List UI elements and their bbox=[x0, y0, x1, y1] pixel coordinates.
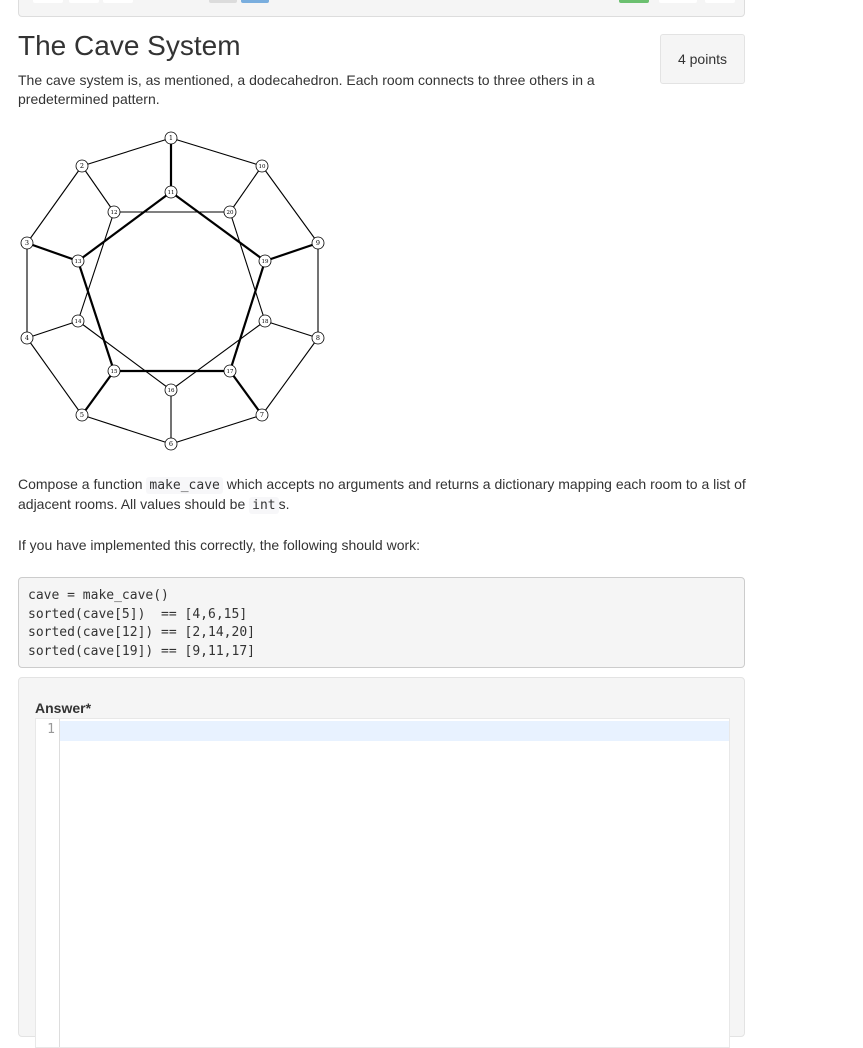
room-label: 13 bbox=[74, 259, 82, 266]
room-label: 15 bbox=[110, 369, 118, 376]
answer-panel bbox=[18, 677, 745, 1037]
points-badge: 4 points bbox=[660, 34, 745, 84]
active-line-highlight[interactable] bbox=[60, 721, 729, 741]
edge-2-12 bbox=[82, 166, 114, 212]
room-node-3 bbox=[21, 237, 33, 249]
function-name-code: make_cave bbox=[146, 477, 222, 494]
room-node-17 bbox=[224, 365, 236, 377]
line-number: 1 bbox=[47, 722, 55, 737]
room-label: 2 bbox=[79, 162, 85, 171]
room-label: 8 bbox=[315, 334, 321, 343]
room-node-18 bbox=[259, 315, 271, 327]
code-line: cave = make_cave() bbox=[28, 588, 169, 603]
room-label: 10 bbox=[258, 164, 266, 171]
example-code-block bbox=[18, 577, 745, 668]
page-title: The Cave System bbox=[18, 30, 241, 61]
room-node-5 bbox=[76, 409, 88, 421]
task-text-2: which accepts no arguments and returns a dictionary mapping each room to a list of adjacent rooms. All values should be bbox=[18, 476, 746, 512]
room-label: 3 bbox=[24, 239, 30, 248]
edge-8-18 bbox=[265, 321, 318, 338]
edge-3-13 bbox=[27, 243, 78, 261]
edge-9-19 bbox=[265, 243, 318, 261]
edge-4-14 bbox=[27, 321, 78, 338]
task-description bbox=[18, 475, 748, 515]
room-label: 14 bbox=[74, 319, 82, 326]
edge-11-13 bbox=[78, 192, 171, 261]
answer-label: Answer* bbox=[35, 700, 92, 716]
edge-5-15 bbox=[82, 371, 114, 415]
toolbar-button[interactable] bbox=[619, 0, 649, 3]
room-node-2 bbox=[76, 160, 88, 172]
edge-12-14 bbox=[78, 212, 114, 321]
room-node-9 bbox=[312, 237, 324, 249]
edge-10-1 bbox=[171, 138, 262, 166]
edge-13-15 bbox=[78, 261, 114, 371]
room-node-15 bbox=[108, 365, 120, 377]
code-line: sorted(cave[5]) == [4,6,15] bbox=[28, 606, 248, 622]
edge-10-20 bbox=[230, 166, 262, 212]
edge-9-10 bbox=[262, 166, 318, 243]
room-node-20 bbox=[224, 206, 236, 218]
room-label: 18 bbox=[261, 319, 269, 326]
edge-2-3 bbox=[27, 166, 82, 243]
room-label: 19 bbox=[261, 259, 269, 266]
room-node-19 bbox=[259, 255, 271, 267]
room-label: 5 bbox=[79, 411, 85, 420]
toolbar-button[interactable] bbox=[659, 0, 697, 3]
edge-17-19 bbox=[230, 261, 265, 371]
answer-code-editor[interactable] bbox=[35, 718, 730, 1048]
room-label: 16 bbox=[167, 388, 175, 395]
room-label: 12 bbox=[110, 210, 118, 217]
task-text-3: s. bbox=[278, 496, 290, 512]
room-label: 6 bbox=[168, 440, 174, 449]
edge-16-18 bbox=[171, 321, 265, 390]
room-label: 20 bbox=[226, 210, 234, 217]
room-label: 9 bbox=[315, 239, 321, 248]
intro-text: The cave system is, as mentioned, a dodecahedron. Each room connects to three others in a predetermined pattern. bbox=[18, 72, 595, 107]
code-line: sorted(cave[12]) == [2,14,20] bbox=[28, 625, 255, 640]
room-label: 1 bbox=[168, 134, 174, 143]
dodecahedron-diagram bbox=[0, 118, 345, 463]
toolbar-button[interactable] bbox=[241, 0, 269, 3]
toolbar-button[interactable] bbox=[69, 0, 99, 3]
toolbar-button[interactable] bbox=[705, 0, 735, 3]
room-node-4 bbox=[21, 332, 33, 344]
room-node-8 bbox=[312, 332, 324, 344]
room-label: 4 bbox=[24, 334, 30, 343]
room-node-11 bbox=[165, 186, 177, 198]
edge-6-7 bbox=[171, 415, 262, 444]
edge-7-17 bbox=[230, 371, 262, 415]
line-number-gutter bbox=[36, 719, 60, 1047]
edge-19-11 bbox=[171, 192, 265, 261]
edge-1-2 bbox=[82, 138, 171, 166]
room-node-16 bbox=[165, 384, 177, 396]
room-node-6 bbox=[165, 438, 177, 450]
room-node-1 bbox=[165, 132, 177, 144]
room-node-13 bbox=[72, 255, 84, 267]
edge-4-5 bbox=[27, 338, 82, 415]
room-node-7 bbox=[256, 409, 268, 421]
room-node-10 bbox=[256, 160, 268, 172]
toolbar-button[interactable] bbox=[33, 0, 63, 3]
edge-7-8 bbox=[262, 338, 318, 415]
task-text-1: Compose a function bbox=[18, 476, 147, 492]
code-line: sorted(cave[19]) == [9,11,17] bbox=[28, 643, 255, 659]
toolbar-button[interactable] bbox=[209, 0, 237, 3]
check-intro: If you have implemented this correctly, the following should work: bbox=[18, 537, 421, 553]
edge-14-16 bbox=[78, 321, 171, 390]
toolbar-button[interactable] bbox=[103, 0, 133, 3]
room-node-12 bbox=[108, 206, 120, 218]
type-name-code: int bbox=[249, 497, 278, 514]
top-toolbar bbox=[18, 0, 745, 17]
room-label: 7 bbox=[259, 411, 265, 420]
edge-5-6 bbox=[82, 415, 171, 444]
room-label: 17 bbox=[226, 369, 234, 376]
edge-18-20 bbox=[230, 212, 265, 321]
room-node-14 bbox=[72, 315, 84, 327]
room-label: 11 bbox=[167, 190, 175, 197]
